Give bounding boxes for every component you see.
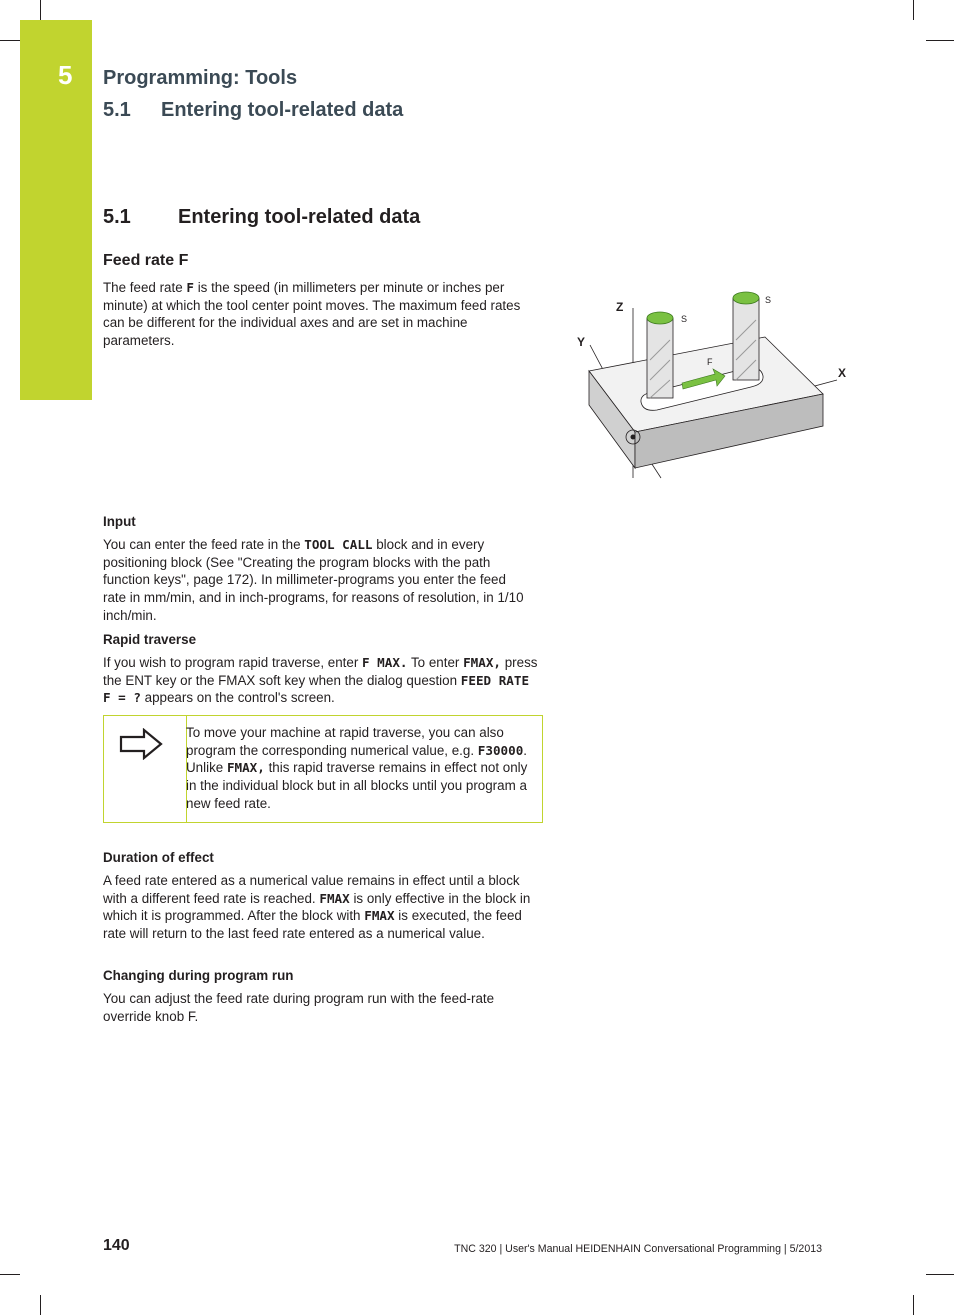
crop-mark	[926, 40, 954, 41]
milling-illustration	[565, 280, 855, 480]
rapid-traverse-paragraph	[103, 654, 543, 707]
section-title: Entering tool-related data	[178, 206, 421, 228]
changing-paragraph: You can adjust the feed rate during program run with the feed-rate override knob F.	[103, 991, 495, 1024]
tool-1	[647, 318, 673, 398]
rotation-arrow-icon	[647, 312, 673, 324]
text-run: . Unlike	[186, 742, 528, 776]
code-feed-rate-question: FEED RATE F = ?	[103, 672, 530, 706]
chapter-title: Programming: Tools	[103, 67, 298, 89]
code-f: F	[186, 280, 194, 295]
chapter-tab	[20, 20, 92, 400]
note-text	[186, 724, 536, 813]
crop-mark	[0, 40, 20, 41]
feed-rate-figure	[565, 280, 855, 480]
crop-mark	[913, 0, 914, 20]
feed-rate-paragraph	[103, 279, 528, 350]
text-run: appears on the control's screen.	[140, 690, 335, 706]
input-heading: Input	[103, 514, 136, 529]
code-f30000: F30000	[477, 742, 524, 758]
footer-text: TNC 320 | User's Manual HEIDENHAIN Conversational Programming | 5/2013	[454, 1243, 822, 1255]
origin-dot	[631, 435, 636, 440]
duration-paragraph	[103, 872, 543, 943]
code-fmax: FMAX	[319, 890, 350, 906]
section-number: 5.1	[103, 206, 131, 228]
crop-mark	[0, 1274, 20, 1275]
text-run: A feed rate entered as a numerical value remains in effect until a block with a different feed rate is reached.	[103, 873, 520, 906]
axis-y-label: Y	[577, 335, 586, 349]
code-f-max: F MAX.	[362, 655, 408, 670]
duration-heading: Duration of effect	[103, 850, 214, 865]
axis-x-label: X	[838, 366, 847, 380]
code-fmax: FMAX,	[463, 655, 502, 670]
crop-mark	[926, 1274, 954, 1275]
section-heading	[103, 206, 420, 229]
text-run: is executed, the feed rate will return to the last feed rate entered as a numerical value.	[103, 908, 522, 942]
crop-mark	[40, 1295, 41, 1315]
input-paragraph	[103, 536, 528, 625]
crop-mark	[40, 0, 41, 20]
crop-mark	[913, 1295, 914, 1315]
code-fmax: FMAX	[364, 908, 395, 924]
spindle-label: S	[765, 295, 772, 305]
page-number: 140	[103, 1237, 130, 1254]
text-run: To enter	[407, 655, 464, 670]
code-fmax: FMAX,	[226, 760, 265, 776]
rotation-arrow-icon	[733, 292, 759, 304]
text-run: this rapid traverse remains in effect not only in the individual block but in all blocks until you program a new feed rate.	[186, 760, 528, 811]
spindle-label: S	[681, 314, 688, 324]
arrow-right-icon	[118, 728, 164, 765]
text-run: If you wish to program rapid traverse, enter	[103, 655, 362, 670]
rapid-traverse-heading: Rapid traverse	[103, 632, 197, 647]
running-section-header	[103, 99, 403, 122]
running-section-title: Entering tool-related data	[161, 99, 404, 121]
changing-heading: Changing during program run	[103, 968, 294, 983]
text-run: is only effective in the block in which it is programmed. After the block with	[103, 890, 531, 924]
code-tool-call: TOOL CALL	[304, 537, 373, 552]
feed-label: F	[707, 357, 713, 367]
chapter-number: 5	[58, 60, 73, 90]
text-run: The feed rate	[103, 280, 187, 295]
text-run: You can enter the feed rate in the	[103, 537, 305, 552]
note-box	[103, 715, 543, 823]
feed-rate-heading: Feed rate F	[103, 252, 189, 269]
text-run: press the ENT key or the FMAX soft key when the dialog question	[103, 655, 538, 688]
running-section-number: 5.1	[103, 99, 131, 121]
axis-z-label: Z	[616, 300, 624, 314]
text-run: To move your machine at rapid traverse, you can also program the corresponding numerical value, e.g.	[186, 725, 504, 758]
text-run: is the speed (in millimeters per minute or inches per minute) at which the tool center point moves. The maximum feed rates can be different for the individual axes and are set in machine parameters.	[103, 280, 521, 349]
text-run: block and in every positioning block (See "Creating the program blocks with the path function keys", page 172). In millimeter-programs you enter the feed rate in mm/min, and in inch-programs, for reasons of resolution, in 1/10 inch/min.	[103, 537, 524, 623]
